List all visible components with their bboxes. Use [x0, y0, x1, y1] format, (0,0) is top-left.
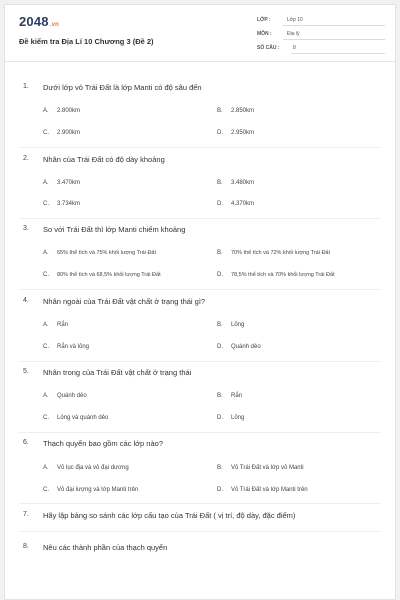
meta-label: SỐ CÂU :	[257, 45, 280, 51]
question-text: Thạch quyển bao gồm các lớp nào?	[43, 439, 163, 448]
meta-value: Lớp 10	[287, 17, 303, 23]
question-number: 4.	[23, 297, 29, 304]
question-number: 6.	[23, 439, 29, 446]
site-logo[interactable]: 2048.vn	[19, 14, 60, 29]
question-number: 1.	[23, 83, 29, 90]
question-number: 2.	[23, 155, 29, 162]
meta-value: Địa lý	[287, 31, 300, 37]
question-text: Nhân ngoài của Trái Đất vật chất ở trạng thái gì?	[43, 297, 206, 306]
question-text: So với Trái Đất thì lớp Manti chiếm khoảng	[43, 225, 186, 234]
question-text: Hãy lập bảng so sánh các lớp cấu tạo của Trái Đất ( vị trí, độ dày, đặc điểm)	[43, 511, 296, 520]
meta-value: 8	[293, 45, 296, 51]
meta-label: MÔN :	[257, 31, 272, 37]
question-text: Dưới lớp vỏ Trái Đất là lớp Manti có độ sâu đến	[43, 83, 202, 92]
question-text: Nhân trong của Trái Đất vật chất ở trạng thái	[43, 368, 192, 377]
question-number: 8.	[23, 543, 29, 550]
exam-header	[5, 5, 395, 62]
question-text: Nêu các thành phần của thạch quyển	[43, 543, 168, 552]
exam-page: 2048.vn Đề kiểm tra Địa Lí 10 Chương 3 (Đề 2) LỚP : Lớp 10 MÔN : Địa lý SỐ CÂU : 8 1. Dưới lớp vỏ Trái Đất là lớp Manti có độ sâu đến A. 2.800km B. 2.850km C. 2.900km D. 2.950km 2. Nhân của Trái Đất có độ dày khoảng A. 3.470km B. 3.480km C. 3.734km D. 4.370km 3. So với Trái Đất thì lớp Manti chiếm khoảng A. 65% thể tích và 75% khối lượng Trái Đất B. 70% thể tích và 72% khối lượng Trái Đất C. 80% thể tích và 68,5% khối lượng Trái Đất D. 78,5% thể tích và 70% khối lượng Trái Đất 4. Nhân ngoài của Trái Đất vật chất ở trạng thái gì? A. Rắn B. Lỏng C. Rắn và lỏng D. Quánh dẻo 5. Nhân trong của Trái Đất vật chất ở trạng thái A. Quánh dẻo B. Rắn C. Lỏng và quánh dẻo D. Lỏng 6. Thạch quyển bao gồm các lớp nào? A. Vỏ lục địa và vỏ đại dương B. Vỏ Trái Đất và lớp vỏ Manti C. Vỏ đại lượng và lớp Manti trên D. Vỏ Trái Đất và lớp Manti trên 7. Hãy lập bảng so sánh các lớp cấu tạo của Trái Đất ( vị trí, độ dày, đặc điểm) 8. Nêu các thành phần của thạch quyển	[4, 4, 396, 600]
meta-label: LỚP :	[257, 17, 271, 23]
question-number: 7.	[23, 511, 29, 518]
exam-title: Đề kiểm tra Địa Lí 10 Chương 3 (Đề 2)	[19, 37, 154, 46]
question-number: 5.	[23, 368, 29, 375]
question-number: 3.	[23, 225, 29, 232]
question-text: Nhân của Trái Đất có độ dày khoảng	[43, 155, 165, 164]
